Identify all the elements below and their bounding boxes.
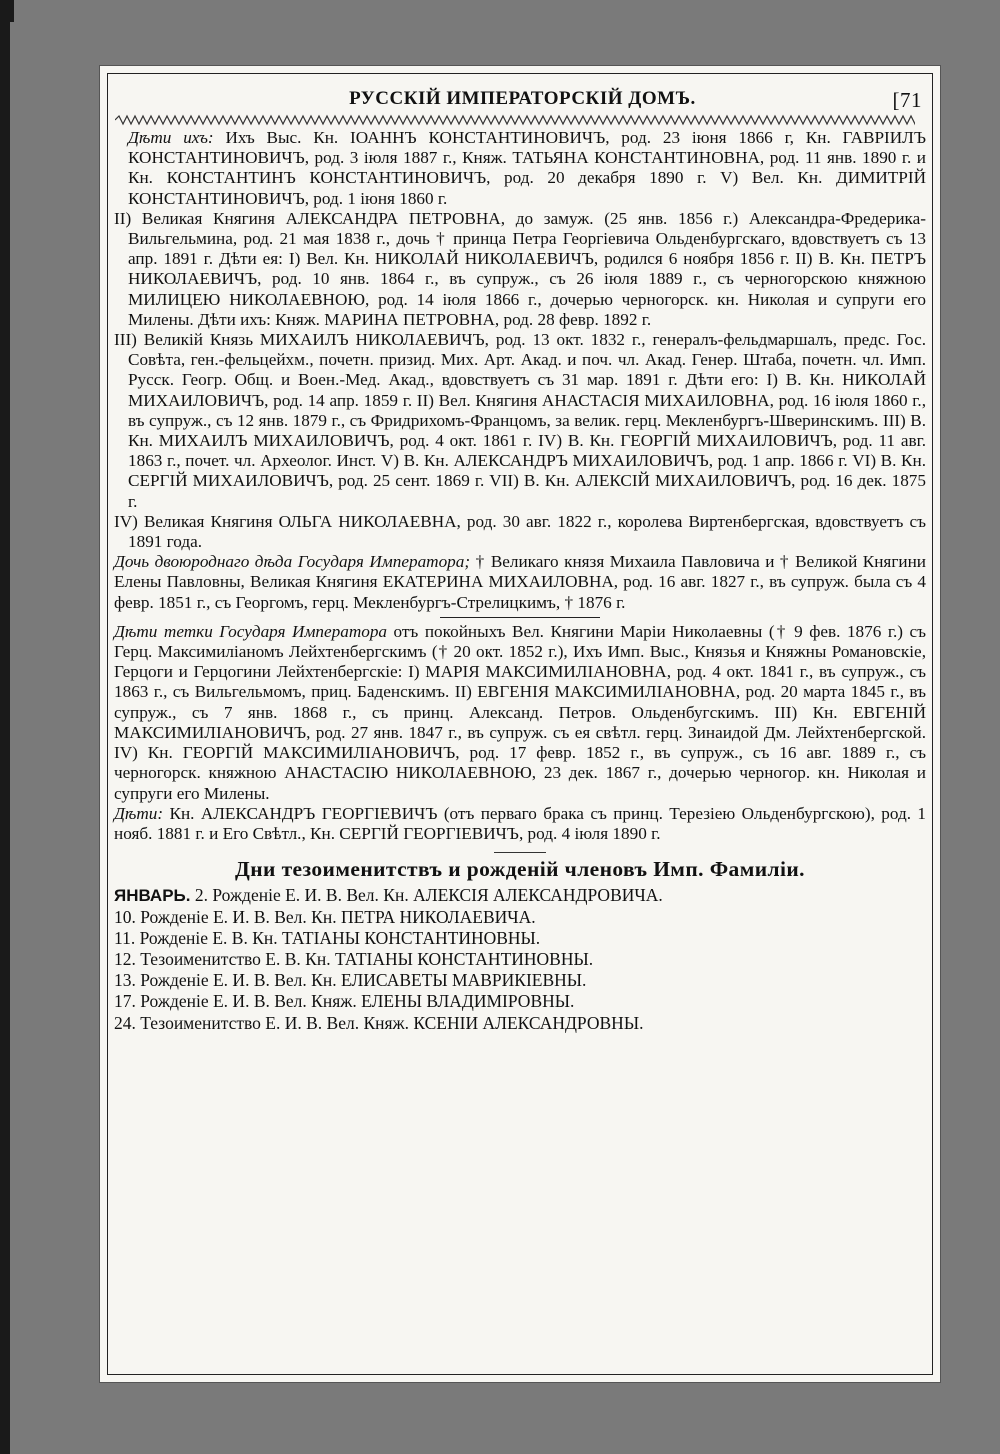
calendar-text: Рожденіе Е. И. В. Вел. Княж. ЕЛЕНЫ ВЛАДИМІРОВНЫ. [140, 991, 575, 1012]
entry-text: † Великаго князя Михаила Павловича и † Великой Княгини Елены Павловны, Великая Княгиня ЕКАТЕРИНА МИХАИЛОВНА, род. 16 авг. 1827 г., въ супруж. была съ 4 февр. 1851 г., съ Георгомъ, герц. Мекленбургъ-Стрелицкимъ, † 1876 г. [114, 552, 926, 612]
calendar-row [114, 991, 926, 1012]
scan-edge-bar [0, 0, 10, 1454]
calendar-day: 24. [114, 1012, 136, 1033]
entry-lead: Дѣти ихъ: [128, 128, 214, 147]
scan-edge-tick [10, 0, 14, 22]
entry-text: отъ покойныхъ Вел. Княгини Маріи Николаевны († 9 фев. 1876 г.) съ Герц. Максимиліаномъ Лейхтенбергскимъ († 20 окт. 1852 г.), Ихъ Имп. Выс., Князья и Княжны Романовскіе, Герцоги и Герцогини Лейхтенбергскіе: I) МАРІЯ МАКСИМИЛІАНОВНА, род. 4 окт. 1841 г., въ супруж., съ 1863 г., съ Вильгельмомъ, приц. Баденскимъ. II) ЕВГЕНІЯ МАКСИМИЛІАНОВНА, род. 20 марта 1845 г., въ супруж., съ 7 янв. 1868 г., съ принц. Александ. Петров. Ольденбугскимъ. III) Кн. ЕВГЕНІЙ МАКСИМИЛІАНОВИЧЪ, род. 27 янв. 1847 г., въ супруж. съ ея свѣтл. герц. Зинаидой Дм. Лейхтенбергской. IV) Кн. ГЕОРГІЙ МАКСИМИЛІАНОВИЧЪ, род. 17 февр. 1852 г., въ супруж., съ 16 авг. 1889 г., съ черногорск. княжною АНАСТАСІЮ НИКОЛАЕВНОЮ, 23 дек. 1867 г., дочерью черногор. кн. Николая и супруги его Милены. [114, 621, 926, 803]
calendar-day: 10. [114, 906, 136, 927]
entry-text: Кн. АЛЕКСАНДРЪ ГЕОРГІЕВИЧЪ (отъ перваго брака съ принц. Терезіею Ольденбургскою), род. 1 нояб. 1881 г. и Его Свѣтл., Кн. СЕРГІЙ ГЕОРГІЕВИЧЪ, род. 4 іюля 1890 г. [114, 803, 926, 843]
section-divider [440, 617, 600, 618]
entry-lead: Дѣти тетки Государя Императора [114, 621, 388, 641]
wavy-rule [115, 114, 915, 126]
calendar-text: Тезоименитство Е. И. В. Вел. Княж. КСЕНІИ АЛЕКСАНДРОВНЫ. [140, 1012, 644, 1033]
calendar-row [114, 970, 926, 991]
running-title: РУССКІЙ ИМПЕРАТОРСКІЙ ДОМЪ. [349, 88, 696, 109]
leuchtenberg-entries [114, 622, 926, 844]
calendar-row [114, 885, 926, 906]
calendar-day: 2. [194, 885, 208, 906]
calendar-row [114, 949, 926, 970]
calendar-title: Дни тезоименитствъ и рожденій членовъ Имп. Фамиліи. [235, 857, 805, 882]
entry-paragraph [114, 804, 926, 844]
calendar-row [114, 907, 926, 928]
calendar-row [114, 1013, 926, 1034]
book-page [100, 66, 940, 1382]
calendar-day: 17. [114, 991, 136, 1012]
page-content [114, 128, 926, 1034]
calendar-day: 11. [114, 927, 136, 948]
entry-text: II) Великая Княгиня АЛЕКСАНДРА ПЕТРОВНА, до замуж. (25 янв. 1856 г.) Александра-Фредерика-Вильгельмина, род. 21 мая 1838 г., дочь † принца Петра Георгіевича Ольденбургскаго, вдовствуетъ съ 13 апр. 1891 г. Дѣти ея: I) Вел. Кн. НИКОЛАЙ НИКОЛАЕВИЧЪ, родился 6 ноября 1856 г. II) В. Кн. ПЕТРЪ НИКОЛАЕВИЧЪ, род. 10 янв. 1864 г., въ супруж., съ 26 іюля 1889 г., съ черногорскою княжною МИЛИЦЕЮ НИКОЛАЕВНОЮ, род. 14 іюля 1866 г., дочерью черногорск. кн. Николая и супруги его Милены. Дѣти ихъ: Княж. МАРИНА ПЕТРОВНА, род. 28 февр. 1892 г. [114, 208, 926, 329]
calendar-month: ЯНВАРЬ. [114, 886, 191, 906]
calendar-row [114, 928, 926, 949]
calendar-day: 13. [114, 970, 136, 991]
entry-paragraph [114, 128, 926, 209]
entry-text: IV) Великая Княгиня ОЛЬГА НИКОЛАЕВНА, род. 30 авг. 1822 г., королева Виртенбергская, вдовствуетъ съ 1891 года. [114, 511, 926, 552]
entry-paragraph [114, 330, 926, 512]
calendar-text: Рожденіе Е. И. В. Вел. Кн. АЛЕКСІЯ АЛЕКСАНДРОВИЧА. [212, 885, 663, 906]
entry-paragraph [114, 209, 926, 330]
entry-paragraph [114, 512, 926, 552]
entry-paragraph [114, 552, 926, 613]
short-divider [494, 852, 546, 853]
entry-paragraph [114, 622, 926, 804]
calendar-text: Рожденіе Е. И. В. Вел. Кн. ЕЛИСАВЕТЫ МАВРИКІЕВНЫ. [140, 970, 587, 991]
calendar-text: Рожденіе Е. И. В. Вел. Кн. ПЕТРА НИКОЛАЕВИЧА. [140, 906, 536, 927]
page-number: [71 [892, 88, 922, 112]
entry-text: Ихъ Выс. Кн. ІОАННЪ КОНСТАНТИНОВИЧЪ, род. 23 іюня 1866 г, Кн. ГАВРІИЛЪ КОНСТАНТИНОВИЧЪ, род. 3 іюля 1887 г., Княж. ТАТЬЯНА КОНСТАНТИНОВНА, род. 11 янв. 1890 г. и Кн. КОНСТАНТИНЪ КОНСТАНТИНОВИЧЪ, род. 20 декабря 1890 г. V) Вел. Кн. ДИМИТРІЙ КОНСТАНТИНОВИЧЪ, род. 1 іюня 1860 г. [128, 128, 926, 208]
entry-lead: Дочь двоюроднаго дѣда Государя Императора; [114, 552, 471, 572]
calendar-text: Рожденіе Е. В. Кн. ТАТІАНЫ КОНСТАНТИНОВНЫ. [139, 927, 541, 948]
family-entries [114, 128, 926, 613]
calendar-list [114, 885, 926, 1033]
entry-lead: Дѣти: [114, 803, 164, 823]
entry-text: III) Великій Князь МИХАИЛЪ НИКОЛАЕВИЧЪ, род. 13 окт. 1832 г., генералъ-фельдмаршалъ, предс. Гос. Совѣта, ген.-фельцейхм., почетн. призид. Мих. Арт. Акад. и поч. чл. Акад. Генер. Штаба, почетн. чл. Имп. Русск. Геогр. Общ. и Воен.-Мед. Акад., вдовствуетъ съ 31 мар. 1891 г. Дѣти его: I) В. Кн. НИКОЛАЙ МИХАИЛОВИЧЪ, род. 14 апр. 1859 г. II) Вел. Княгиня АНАСТАСІЯ МИХАИЛОВНА, род. 16 іюля 1860 г., въ супруж., съ 12 янв. 1879 г., съ Фридрихомъ-Францомъ, за велик. герц. Мекленбургъ-Шверинскимъ. III) В. Кн. МИХАИЛЪ МИХАИЛОВИЧЪ, род. 4 окт. 1861 г. IV) В. Кн. ГЕОРГІЙ МИХАИЛОВИЧЪ, род. 11 авг. 1863 г., почет. чл. Археолог. Инст. V) В. Кн. АЛЕКСАНДРЪ МИХАИЛОВИЧЪ, род. 1 апр. 1866 г. VI) В. Кн. СЕРГІЙ МИХАИЛОВИЧЪ, род. 25 сент. 1869 г. VII) В. Кн. АЛЕКСІЙ МИХАИЛОВИЧЪ, род. 16 дек. 1875 г. [114, 330, 926, 511]
calendar-text: Тезоименитство Е. В. Кн. ТАТІАНЫ КОНСТАНТИНОВНЫ. [140, 948, 594, 969]
calendar-day: 12. [114, 948, 136, 969]
